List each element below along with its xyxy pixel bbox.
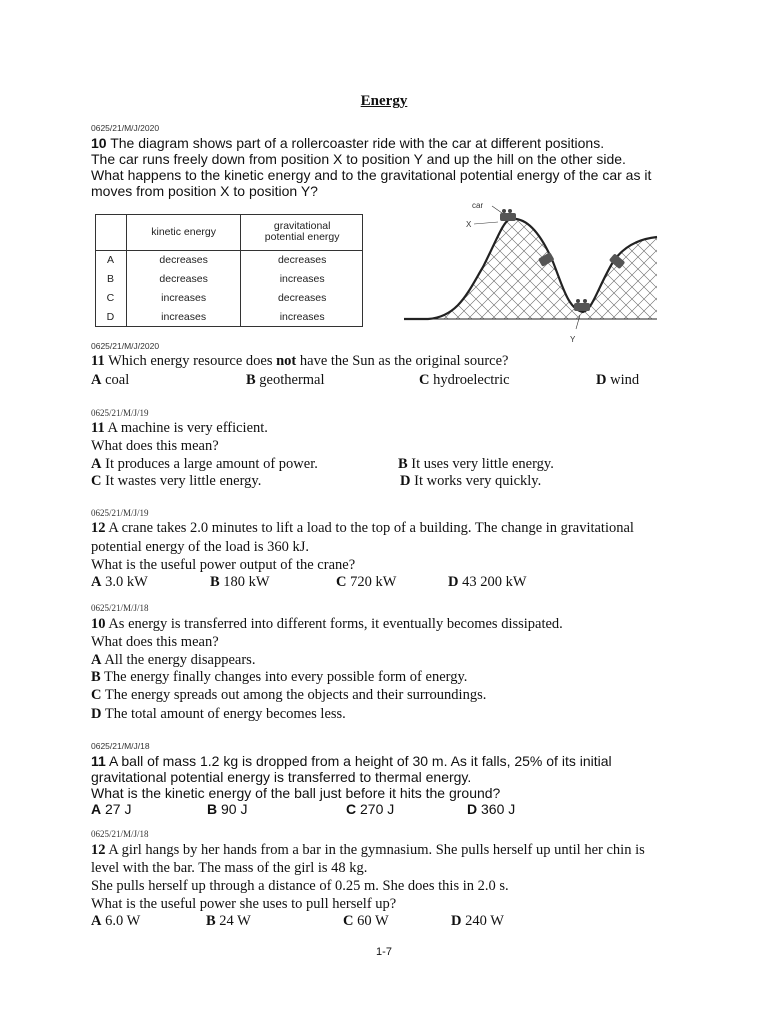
table-row: C increases decreases (95, 289, 363, 308)
table-row: A decreases decreases (95, 250, 363, 270)
option: C hydroelectric (419, 372, 510, 388)
question-line: What is the kinetic energy of the ball just before it hits the ground? (91, 785, 501, 801)
question-line: moves from position X to position Y? (91, 183, 318, 199)
question-line: What does this mean? (91, 438, 219, 454)
question-code: 0625/21/M/J/2020 (91, 123, 160, 133)
label-y: Y (570, 335, 576, 344)
option: B 90 J (207, 801, 248, 817)
option: B It uses very little energy. (398, 456, 554, 472)
page-title: Energy (360, 93, 408, 109)
car-x-icon (500, 213, 516, 221)
question-line: potential energy of the load is 360 kJ. (91, 539, 309, 555)
question-text: 10 As energy is transferred into different forms, it eventually becomes dissipated. (91, 616, 563, 632)
option: C 270 J (346, 801, 395, 817)
option: D 43 200 kW (448, 574, 527, 590)
label-x: X (466, 220, 472, 229)
option: D 360 J (467, 801, 516, 817)
option: C The energy spreads out among the objects and their surroundings. (91, 687, 487, 703)
question-line: The car runs freely down from position X to position Y and up the hill on the other side. (91, 151, 626, 167)
car-y-icon (574, 303, 590, 311)
question-line: level with the bar. The mass of the girl is 48 kg. (91, 860, 368, 876)
header-gpe: gravitational potential energy (241, 214, 363, 250)
question-text (91, 135, 604, 151)
question-code: 0625/21/M/J/18 (91, 603, 149, 613)
question-text: 11 A machine is very efficient. (91, 420, 268, 436)
question-code: 0625/21/M/J/19 (91, 508, 149, 518)
answer-table (95, 214, 363, 327)
option: A It produces a large amount of power. (91, 456, 318, 472)
option: A All the energy disappears. (91, 652, 256, 668)
question-line: What does this mean? (91, 634, 219, 650)
question-line: What is the useful power she uses to pull herself up? (91, 896, 397, 912)
table-row: B decreases increases (95, 270, 363, 289)
option: D It works very quickly. (400, 473, 542, 489)
question-text: 12 A crane takes 2.0 minutes to lift a load to the top of a building. The change in gravitational (91, 520, 634, 536)
option: C 60 W (343, 913, 389, 929)
option: D 240 W (451, 913, 504, 929)
option: B The energy finally changes into every possible form of energy. (91, 669, 468, 685)
option: B geothermal (246, 372, 325, 388)
question-text: 11 Which energy resource does not have the Sun as the original source? (91, 353, 509, 369)
question-code: 0625/21/M/J/18 (91, 829, 149, 839)
question-line: She pulls herself up through a distance of 0.25 m. She does this in 2.0 s. (91, 878, 509, 894)
header-kinetic-energy: kinetic energy (126, 214, 240, 250)
question-number: 10 (91, 616, 106, 632)
question-line: What happens to the kinetic energy and to the gravitational potential energy of the car as it (91, 167, 652, 183)
question-line: gravitational potential energy is transferred to thermal energy. (91, 769, 472, 785)
option: A 27 J (91, 801, 132, 817)
option: C 720 kW (336, 574, 397, 590)
option: B 24 W (206, 913, 251, 929)
question-number: 11 (91, 753, 106, 769)
question-text: 12 A girl hangs by her hands from a bar in the gymnasium. She pulls herself up until her chin is (91, 842, 645, 858)
option: B 180 kW (210, 574, 270, 590)
rollercoaster-diagram (398, 197, 660, 345)
question-number: 11 (91, 420, 105, 436)
label-car: car (472, 201, 484, 210)
question-number: 12 (91, 842, 106, 858)
question-number: 11 (91, 353, 105, 369)
question-number: 12 (91, 520, 106, 536)
question-line: What is the useful power output of the crane? (91, 557, 356, 573)
option: D The total amount of energy becomes less. (91, 706, 346, 722)
table-row: D increases increases (95, 308, 363, 327)
question-code: 0625/21/M/J/18 (91, 741, 150, 751)
question-text: 11 A ball of mass 1.2 kg is dropped from a height of 30 m. As it falls, 25% of its initial (91, 753, 612, 769)
option: C It wastes very little energy. (91, 473, 262, 489)
option: A coal (91, 372, 130, 388)
question-number: 10 (91, 135, 107, 151)
question-code: 0625/21/M/J/2020 (91, 341, 160, 351)
option: A 6.0 W (91, 913, 141, 929)
question-code: 0625/21/M/J/19 (91, 408, 149, 418)
page-number: 1-7 (376, 946, 392, 958)
option: A 3.0 kW (91, 574, 148, 590)
option: D wind (596, 372, 640, 388)
question-line: The diagram shows part of a rollercoaster ride with the car at different positions. (110, 135, 605, 151)
